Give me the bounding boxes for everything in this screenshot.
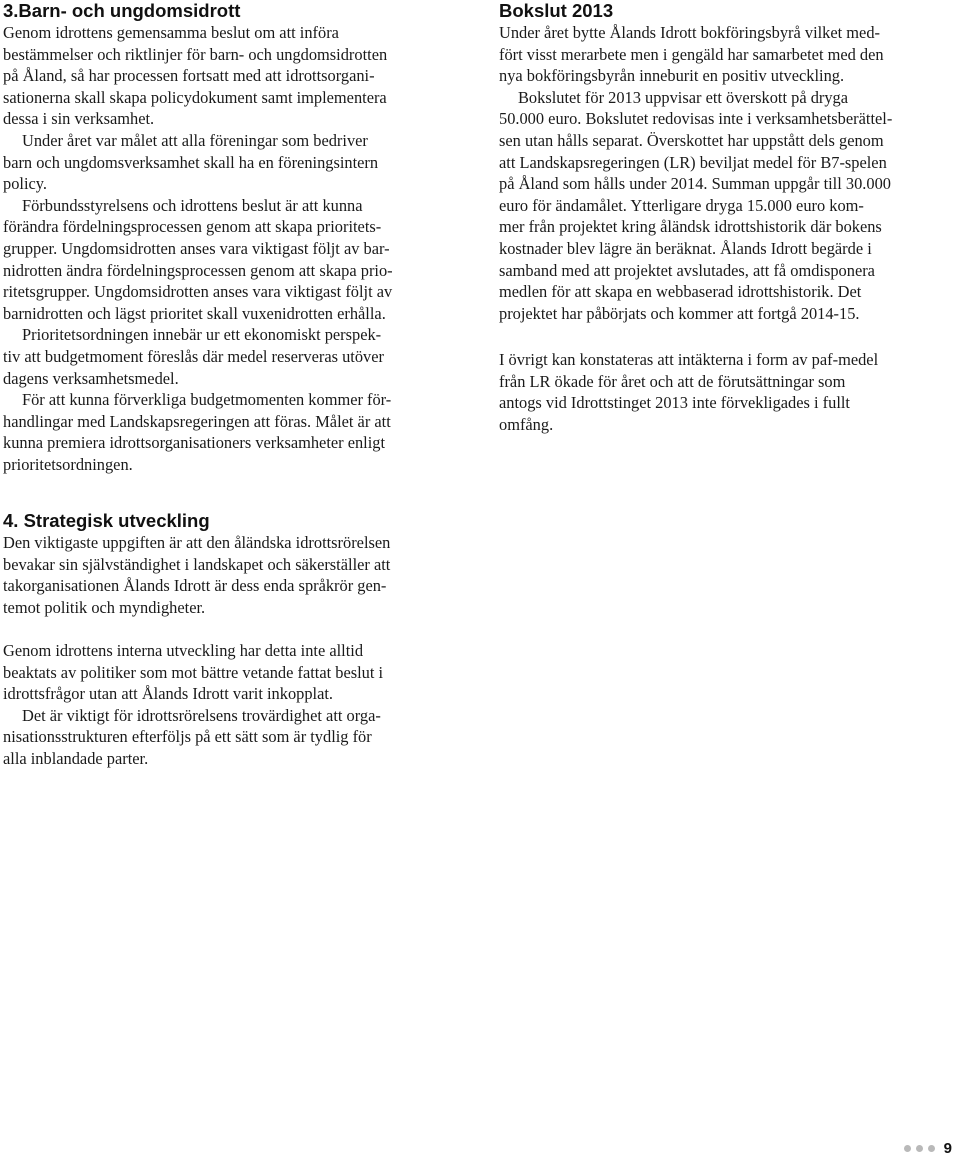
section-closing-accounts-continued: [499, 349, 957, 435]
dot-icon: [904, 1145, 911, 1152]
dot-icon: [916, 1145, 923, 1152]
section-strategic-development: [3, 510, 465, 618]
paragraph: Prioritetsordningen innebär ur ett ekonomiskt perspek- tiv att budgetmoment föreslås där medel reserveras utöver dagens verksamhetsmedel.: [3, 325, 384, 388]
paragraph: Förbundsstyrelsens och idrottens beslut är att kunna förändra fördelningsprocessen genom att skapa prioritets- grupper. Ungdomsidrotten anses vara viktigast följt av bar- nidrotten ändra fördelningsprocessen genom att skapa prio- ritetsgrupper. Ungdomsidrotten anses vara viktigast följt av barnidrotten och lägst prioritet skall vuxenidrotten erhålla.: [3, 195, 393, 323]
paragraph: Genom idrottens gemensamma beslut om att införa bestämmelser och riktlinjer för barn- och ungdomsidrotten på Åland, så har processen fortsatt med att idrottsorgani- sationerna skall skapa policydokument samt implementera dessa i sin verksamhet.: [3, 23, 388, 129]
section-heading: 4. Strategisk utveckling: [3, 510, 210, 531]
paragraph: I övrigt kan konstateras att intäkterna i form av paf-medel från LR ökade för året och att de förutsättningar som antogs vid Idrottstinget 2013 inte förvekligades i fullt omfång.: [499, 350, 879, 434]
section-heading: 3.Barn- och ungdomsidrott: [3, 0, 241, 21]
section-youth-sports: [3, 0, 465, 475]
page-footer: [904, 1140, 952, 1157]
paragraph: Bokslutet för 2013 uppvisar ett överskott på dryga 50.000 euro. Bokslutet redovisas inte i verksamhetsberättel- sen utan hålls separat. Överskottet har uppstått dels genom att Landskapsregeringen (LR) beviljat medel för B7-spelen på Åland som hålls under 2014. Summan uppgår till 30.000 euro för ändamålet. Ytterligare dryga 15.000 euro kom- mer från projektet kring åländsk idrottshistorik där bokens kostnader blev lägre än beräknat. Ålands Idrott begärde i samband med att projektet avslutades, att få omdisponera medlen för att skapa en webbaserad idrottshistorik. Det projektet har påbörjats och kommer att fortgå 2014-15.: [499, 87, 893, 323]
page-number: 9: [943, 1140, 952, 1157]
paragraph: Under året var målet att alla föreningar som bedriver barn och ungdomsverksamhet skall ha en föreningsintern policy.: [3, 130, 379, 194]
section-strategic-development-continued: [3, 640, 465, 770]
section-closing-accounts: [499, 0, 957, 324]
paragraph: Den viktigaste uppgiften är att den åländska idrottsrörelsen bevakar sin självständighet i landskapet och säkerställer att takorganisationen Ålands Idrott är dess enda språkrör gen- temot politik och myndigheter.: [3, 533, 391, 617]
paragraph: Genom idrottens interna utveckling har detta inte alltid beaktats av politiker som mot bättre vetande fattat beslut i idrottsfrågor utan att Ålands Idrott varit inkopplat.: [3, 641, 384, 704]
paragraph: För att kunna förverkliga budgetmomenten kommer för- handlingar med Landskapsregeringen att föras. Målet är att kunna premiera idrottsorganisationers verksamheter enligt prioritetsordningen.: [3, 390, 392, 474]
section-heading: Bokslut 2013: [499, 0, 614, 21]
paragraph: Under året bytte Ålands Idrott bokföringsbyrå vilket med- fört visst merarbete men i gengäld har samarbetet med den nya bokföringsbyrån inneburit en positiv utveckling.: [499, 23, 884, 86]
paragraph: Det är viktigt för idrottsrörelsens trovärdighet att orga- nisationsstrukturen efterföljs på ett sätt som är tydlig för alla inblandade parter.: [3, 705, 381, 768]
dot-icon: [928, 1145, 935, 1152]
